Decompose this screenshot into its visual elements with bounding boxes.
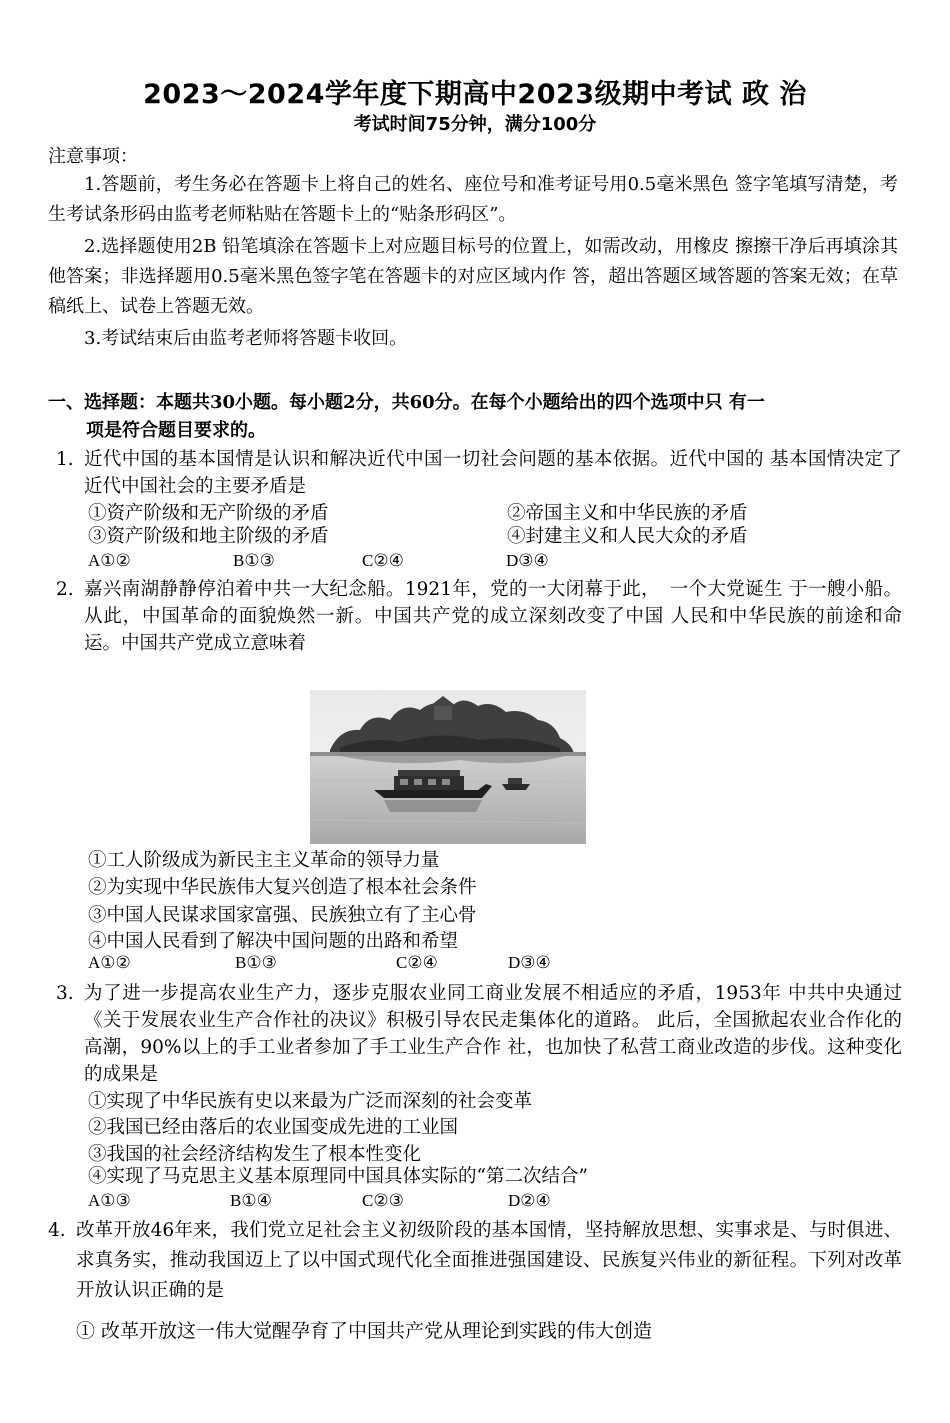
q3-answer-b: B①④	[230, 1191, 272, 1210]
q3-option-3: ③我国的社会经济结构发生了根本性变化	[88, 1144, 422, 1165]
exam-title: 2023～2024学年度下期高中2023级期中考试 政 治	[143, 79, 807, 110]
q3-answer-c: C②③	[362, 1191, 404, 1210]
q2-option-4: ④中国人民看到了解决中国问题的出路和希望	[88, 931, 459, 952]
question-stem: 嘉兴南湖静静停泊着中共一大纪念船。1921年，党的一大闭幕于此， 一个大党诞生 于一艘小船。从此，中国革命的面貌焕然一新。中国共产党的成立深刻改变了中国 人民和中华民族的前途和命运。中国共产党成立意味着	[84, 579, 902, 654]
q2-option-3: ③中国人民谋求国家富强、民族独立有了主心骨	[88, 905, 477, 926]
q3-answer-a: A①③	[88, 1191, 131, 1210]
q4-option-1: ① 改革开放这一伟大觉醒孕育了中国共产党从理论到实践的伟大创造	[76, 1320, 653, 1342]
exam-subtitle: 考试时间75分钟，满分100分	[353, 114, 597, 135]
q1-option-2: ②帝国主义和中华民族的矛盾	[507, 503, 748, 524]
question-stem: 近代中国的基本国情是认识和解决近代中国一切社会问题的基本依据。近代中国的 基本国情决定了近代中国社会的主要矛盾是	[84, 449, 902, 497]
question-number: 2.	[56, 579, 74, 600]
notice-item-1: 1.答题前，考生务必在答题卡上将自己的姓名、座位号和准考证号用0.5毫米黑色 签字笔填写清楚，考生考试条形码由监考老师粘贴在答题卡上的“贴条形码区”。	[48, 174, 898, 225]
q1-option-4: ④封建主义和人民大众的矛盾	[507, 526, 748, 547]
q2-option-1: ①工人阶级成为新民主主义革命的领导力量	[88, 850, 440, 871]
q2-answer-c: C②④	[396, 953, 438, 972]
question-3	[56, 980, 902, 1088]
q2-option-2: ②为实现中华民族伟大复兴创造了根本社会条件	[88, 877, 477, 898]
q1-answer-c: C②④	[362, 551, 404, 570]
q2-answer-b: B①③	[235, 953, 277, 972]
notice-heading: 注意事项：	[48, 146, 138, 167]
section-heading-line2: 项是符合题目要求的。	[86, 420, 266, 441]
question-4	[48, 1216, 902, 1306]
q1-option-1: ①资产阶级和无产阶级的矛盾	[88, 503, 329, 524]
notice-item-2: 2.选择题使用2B 铅笔填涂在答题卡上对应题目标号的位置上，如需改动，用橡皮 擦擦干净后再填涂其他答案；非选择题用0.5毫米黑色签字笔在答题卡的对应区域内作 答，超出答题区域答题的答案无效；在草稿纸上、试卷上答题无效。	[48, 236, 898, 317]
section-heading	[48, 389, 902, 445]
question-stem: 为了进一步提高农业生产力，逐步克服农业同工商业发展不相适应的矛盾，1953年 中共中央通过《关于发展农业生产合作社的决议》积极引导农民走集体化的道路。 此后，全国掀起农业合作化的高潮，90%以上的手工业者参加了手工业生产合作 社，也加快了私营工商业改造的步伐。这种变化的成果是	[84, 983, 902, 1085]
q1-option-3: ③资产阶级和地主阶级的矛盾	[88, 526, 329, 547]
q3-answer-d: D②④	[508, 1191, 551, 1210]
question-stem: 改革开放46年来，我们党立足社会主义初级阶段的基本国情，坚持解放思想、实事求是、与时俱进、求真务实，推动我国迈上了以中国式现代化全面推进强国建设、民族复兴伟业的新征程。下列对改革开放认识正确的是	[76, 1220, 902, 1301]
question-number: 1.	[56, 449, 74, 470]
question-number: 4.	[48, 1220, 66, 1241]
red-boat-photo	[310, 690, 586, 844]
notice-item-3: 3.考试结束后由监考老师将答题卡收回。	[84, 328, 408, 349]
q1-answer-d: D③④	[506, 551, 549, 570]
q1-answer-a: A①②	[88, 551, 131, 570]
q3-option-1: ①实现了中华民族有史以来最为广泛而深刻的社会变革	[88, 1091, 533, 1112]
q1-answer-b: B①③	[233, 551, 275, 570]
question-1	[56, 446, 902, 500]
q2-answer-d: D③④	[508, 953, 551, 972]
q2-answer-a: A①②	[88, 953, 131, 972]
section-heading-line1: 一、选择题：本题共30小题。每小题2分，共60分。在每个小题给出的四个选项中只 有一	[48, 392, 765, 413]
q3-option-2: ②我国已经由落后的农业国变成先进的工业国	[88, 1117, 459, 1138]
question-2	[56, 576, 902, 657]
question-number: 3.	[56, 983, 74, 1004]
q3-option-4: ④实现了马克思主义基本原理同中国具体实际的“第二次结合”	[88, 1166, 588, 1187]
